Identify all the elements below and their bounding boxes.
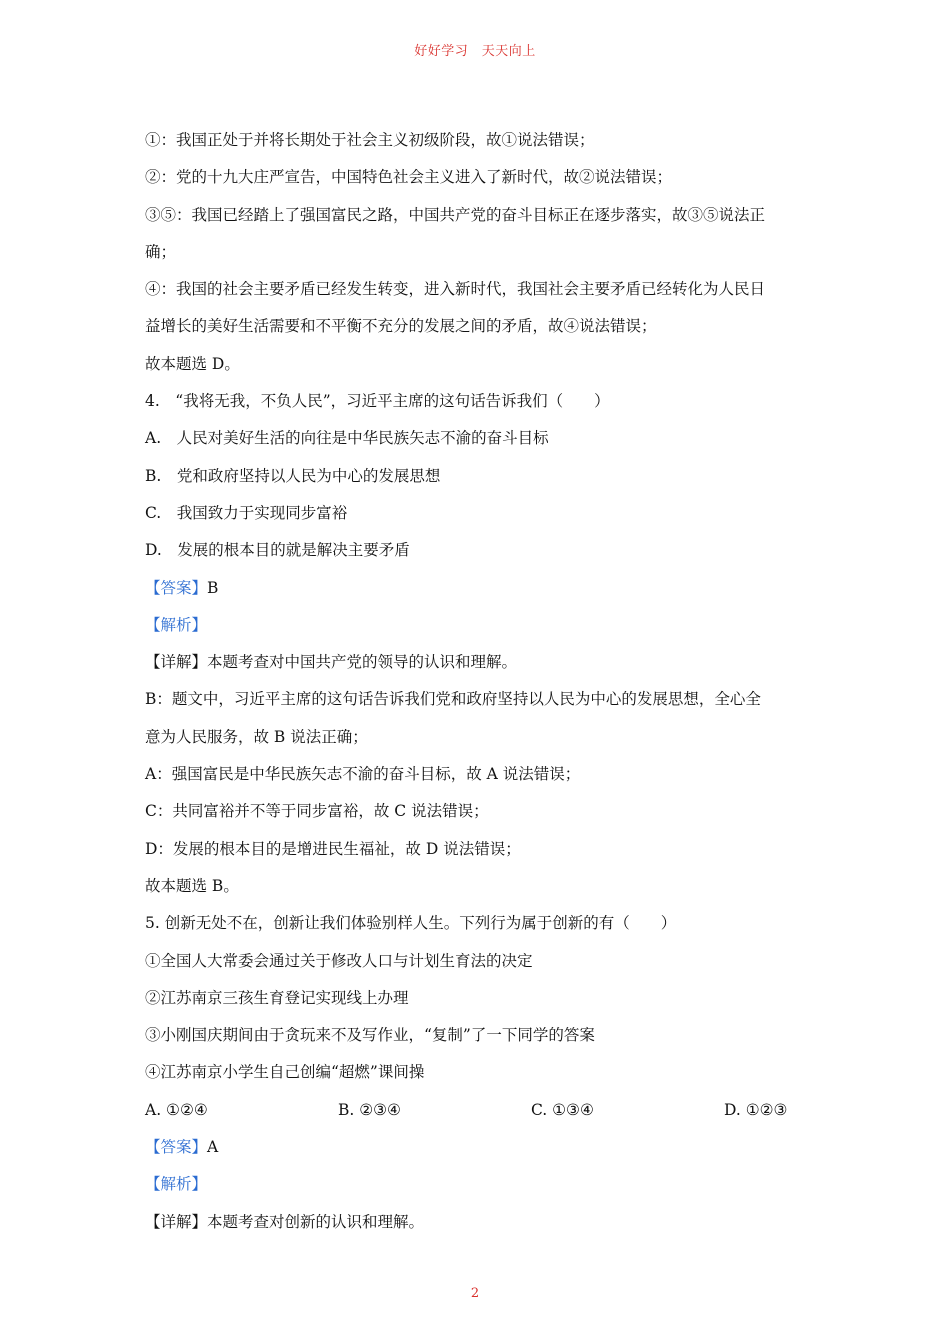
explanation-line: 故本题选 B。 xyxy=(145,876,239,895)
explanation-line: A：强国富民是中华民族矢志不渝的奋斗目标，故 A 说法错误； xyxy=(145,765,581,784)
question-5-item: ③小刚国庆期间由于贪玩来不及写作业，“复制”了一下同学的答案 xyxy=(145,1026,595,1045)
detail-tag: 【详解】 xyxy=(145,1212,208,1231)
answer-value: B xyxy=(207,578,219,597)
text-line: ③⑤：我国已经踏上了强国富民之路，中国共产党的奋斗目标正在逐步落实，故③⑤说法正 xyxy=(145,205,766,224)
question-5-option-c: C. ①③④ xyxy=(531,1100,594,1119)
text-line: 益增长的美好生活需要和不平衡不充分的发展之间的矛盾，故④说法错误； xyxy=(145,317,657,336)
question-5-analysis xyxy=(145,1166,810,1203)
question-4-stem: 4. “我将无我，不负人民”，习近平主席的这句话告诉我们（ ） xyxy=(145,392,610,411)
text-line: 故本题选 D。 xyxy=(145,354,240,373)
detail-tag: 【详解】 xyxy=(145,653,208,672)
page-number: 2 xyxy=(470,1286,480,1301)
document-body xyxy=(145,122,810,1241)
question-5-answer xyxy=(145,1129,810,1166)
explanation-line: 意为人民服务，故 B 说法正确； xyxy=(145,727,368,746)
answer-tag: 【答案】 xyxy=(145,1138,208,1157)
question-5-option-b: B. ②③④ xyxy=(338,1100,401,1119)
text-line: ②：党的十九大庄严宣告，中国特色社会主义进入了新时代，故②说法错误； xyxy=(145,168,673,187)
analysis-tag: 【解析】 xyxy=(145,1175,208,1194)
question-5-option-a: A. ①②④ xyxy=(145,1100,208,1119)
question-4-analysis xyxy=(145,607,810,644)
question-4-option-a: A. 人民对美好生活的向往是中华民族矢志不渝的奋斗目标 xyxy=(145,429,549,448)
question-4-detail xyxy=(145,644,810,681)
answer-value: A xyxy=(207,1138,219,1157)
question-4-option-c: C. 我国致力于实现同步富裕 xyxy=(145,503,348,522)
detail-text: 本题考查对创新的认识和理解。 xyxy=(207,1212,425,1231)
explanation-line: C：共同富裕并不等于同步富裕，故 C 说法错误； xyxy=(145,802,489,821)
text-line: ①：我国正处于并将长期处于社会主义初级阶段，故①说法错误； xyxy=(145,131,595,149)
question-5-options xyxy=(145,1092,810,1129)
question-5-stem: 5. 创新无处不在，创新让我们体验别样人生。下列行为属于创新的有（ ） xyxy=(145,914,677,933)
text-line: 确； xyxy=(145,242,177,261)
page-header: 好好学习 天天向上 xyxy=(414,44,536,59)
explanation-line: B：题文中，习近平主席的这句话告诉我们党和政府坚持以人民为中心的发展思想，全心全 xyxy=(145,690,761,709)
question-5-item: ④江苏南京小学生自己创编“超燃”课间操 xyxy=(145,1063,425,1082)
analysis-tag: 【解析】 xyxy=(145,615,208,634)
question-5-item: ②江苏南京三孩生育登记实现线上办理 xyxy=(145,988,409,1007)
detail-text: 本题考查对中国共产党的领导的认识和理解。 xyxy=(207,653,518,672)
text-line: ④：我国的社会主要矛盾已经发生转变，进入新时代，我国社会主要矛盾已经转化为人民日 xyxy=(145,280,766,299)
question-4-option-d: D. 发展的根本目的就是解决主要矛盾 xyxy=(145,541,410,560)
question-5-option-d: D. ①②③ xyxy=(724,1100,788,1119)
question-5-detail xyxy=(145,1204,810,1241)
question-4-option-b: B. 党和政府坚持以人民为中心的发展思想 xyxy=(145,466,441,485)
answer-tag: 【答案】 xyxy=(145,578,208,597)
question-4-answer xyxy=(145,570,810,607)
question-5-item: ①全国人大常委会通过关于修改人口与计划生育法的决定 xyxy=(145,951,533,970)
explanation-line: D：发展的根本目的是增进民生福祉，故 D 说法错误； xyxy=(145,839,521,858)
